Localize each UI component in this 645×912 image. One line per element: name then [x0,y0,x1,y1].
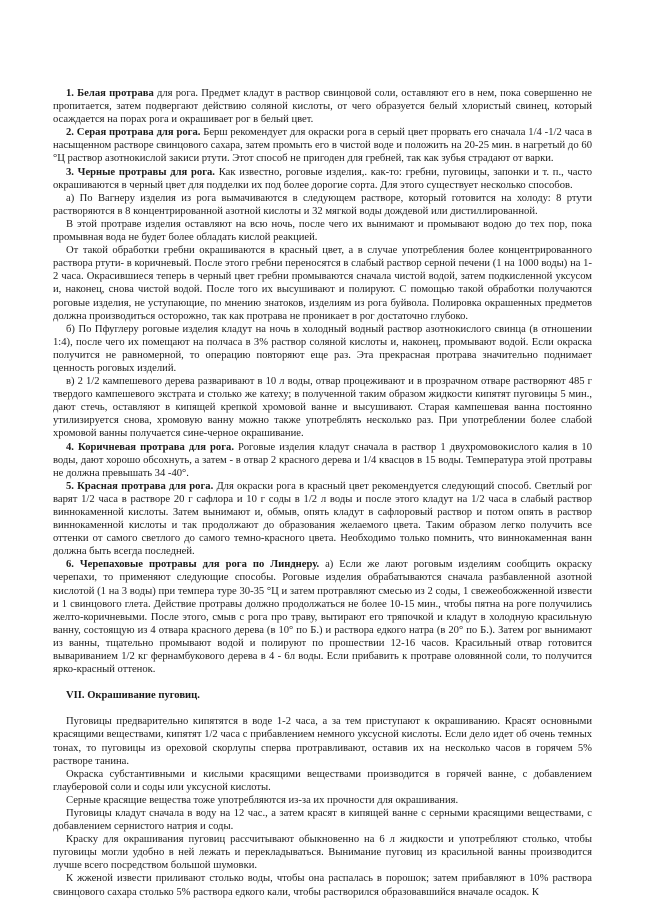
paragraph: Краску для окрашивания пуговиц рассчитывают обыкновенно на 6 л жидкости и употребляют столько, чтобы пуговицы могли удобно в ней лежать и перекладываться. Вынимание пуговиц из красильной ванны производится лучше всего посредством большой шумовки. [53,834,592,872]
paragraph: К жженой извести приливают столько воды, чтобы она распалась в порошок; затем прибавляют в 10% раствора свинцового сахара столько 5% раствора едкого кали, чтобы растворился образовавшийся вначале осадок. К [53,873,592,898]
paragraph: 3. Черные протравы для рога. Как известно, роговые изделия,. как-то: гребни, пуговицы, запонки и т. п., часто окрашиваются в черный цвет для подделки их под более дорогие сорта. Для этого существует несколько способов. [53,166,592,191]
paragraph: 5. Красная протрава для рога. Для окраски рога в красный цвет рекомендуется следующий способ. Светлый рог варят 1/2 часа в растворе 20 г сафлора и 10 г соды в 1/2 л воды и после этого кладут на 1/2 часа в слабый раствор виннокаменной кислоты. Затем вынимают и, обмыв, опять кладут в сафлоровый раствор и потом опять в раствор виннокаменной кислоты и так продолжают до образования желаемого цвета. Таким образом легко получить все оттенки от самого светлого до самого темно-красного цвета. Необходимо только помнить, что виннокаменная ванн должна быть всегда последней. [53,480,592,558]
paragraph: От такой обработки гребни окрашиваются в красный цвет, а в случае употребления более концентрированного раствора ртути- в коричневый. После этого гребни переносятся в слабый раствор серной печени (1 на 1000 воды) на 1-2 часа. Окрасившиеся теперь в черный цвет гребни промываются сначала чистой водой, затем подкисленной уксусом и, наконец, снова чистой водой. После того их высушивают и полируют. С помощью такой обработки получаются роговые изделия, не уступающие, по мнению знатоков, изделиям из рога буйвола. Полировка окрашенных предметов должна производиться осторожно, так как протрава не проникает в рог достаточно глубоко. [53,245,592,322]
paragraph: 1. Белая протрава для рога. Предмет кладут в раствор свинцовой соли, оставляют его в нем, пока совершенно не пропитается, затем подвергают действию соляной кислоты, от чего образуется белый хлористый свинец, который осаждается на порах рога и окрашивает рог в белый цвет. [53,88,592,126]
paragraph: Пуговицы предварительно кипятятся в воде 1-2 часа, а за тем приступают к окрашиванию. Красят основными красящими веществами, кипятят 1/2 часа с прибавлением немного уксусной кислоты. Если дело идет об очень темных тонах, то пуговицы из ореховой скорлупы сперва протравливают, оставив их на несколько часов в горячем 5% растворе танина. [53,716,592,767]
paragraph: а) По Вагнеру изделия из рога вымачиваются в следующем растворе, который готовится на холоду: 8 ртути растворяются в 8 концентрированной азотной кислоты и 32 мягкой воды дождевой или дистиллированной. [53,192,592,217]
section-heading: VII. Окрашивание пуговиц. [66,690,200,702]
paragraph-lead: 6. Черепаховые протравы для рога по Линднеру. [66,559,320,571]
paragraph: Окраска субстантивными и кислыми красящими веществами производится в горячей ванне, с добавлением глауберовой соли и соды или уксусной кислоты. [53,768,592,793]
paragraph-lead: 5. Красная протрава для рога. [66,480,214,492]
paragraph: Пуговицы кладут сначала в воду на 12 час., а затем красят в кипящей ванне с серными красящими веществами, с добавлением сернистого натрия и соды. [53,807,592,833]
paragraph-lead: 4. Коричневая протрава для рога. [66,441,234,453]
paragraph-lead: 2. Серая протрава для рога. [66,127,201,139]
paragraph: 6. Черепаховые протравы для рога по Линднеру. а) Если же лают роговым изделиям сообщить окраску черепахи, то применяют следующие способы. Роговые изделия обрабатываются сначала разбавленной азотной кислотой (1 на 3 воды) при темпера туре 30-35 °Ц и затем протравляют смесью из 2 соды, 1 свежеобожженной извести и 1 свинцового глета. Действие протравы должно продолжаться не более 10-15 мин., чтобы пятна на роге получились желто-коричневыми. После этого, смыв с рога про траву, вытирают его тряпочкой и кладут в холодную красильную ванну, состоящую из 4 отвара красного дерева (в 10° по Б.) и раствора едкого натра (в 20° по Б.). Затем рог вынимают из ванны, тщательно промывают водой и полируют по прошествии 12-16 часов. Красильный отвар готовится вывариванием 1/2 кг фернамбукового дерева в 4 - 6л воды. Если прибавить к протраве оловянной соли, то получится ярко-красный оттенок. [53,559,592,676]
paragraph: 2. Серая протрава для рога. Берш рекомендует для окраски рога в серый цвет прорвать его сначала 1/4 -1/2 часа в насыщенном растворе свинцового сахара, затем промыть его в чистой воде и положить на 20-25 мин. в нагретый до 60 °Ц раствор азотнокислой закиси ртути. Этот способ не пригоден для гребней, так как зубья страдают от варки. [53,127,592,165]
document-body [53,87,592,899]
paragraph: б) По Пфуглеру роговые изделия кладут на ночь в холодный водный раствор азотнокислого свинца (в отношении 1:4), после чего их помещают на полчаса в 3% раствор соляной кислоты и, наконец, промывают водой. Если окраска получится не равномерной, то операцию повторяют еще раз. Эта прекрасная протрава значительно поднимает ценность роговых изделий. [53,323,592,374]
paragraph: 4. Коричневая протрава для рога. Роговые изделия кладут сначала в раствор 1 двухромовокислого калия в 10 воды, дают хорошо обсохнуть, а затем - в отвар 2 красного дерева и 1/4 квасцов в 15 воды. Температура этой протравы не должна превышать 34 -40°. [53,441,592,479]
paragraph-lead: 1. Белая протрава [66,88,154,99]
paragraph-lead: 3. Черные протравы для рога. [66,166,215,178]
paragraph: В этой протраве изделия оставляют на всю ночь, после чего их вынимают и промывают водою до тех пор, пока промывная вода не будет более обладать кислой реакцией. [53,218,592,244]
paragraph: Серные красящие вещества тоже употребляются из-за их прочности для окрашивания. [66,794,459,806]
paragraph: в) 2 1/2 кампешевого дерева разваривают в 10 л воды, отвар процеживают и в прозрачном отваре растворяют 485 г твердого кампешевого экстрата и столько же катеху; в полученной таким образом жидкости кипятят пуговицы 5 мин., дают стечь, оставляют в кипящей крепкой хромовой ванне и высушивают. Старая кампешевая ванна постоянно утилизируется снова, хромовую ванну можно также употреблять несколько раз. При употреблении более слабой хромовой ванны получается сине-черное окрашивание. [53,376,592,440]
